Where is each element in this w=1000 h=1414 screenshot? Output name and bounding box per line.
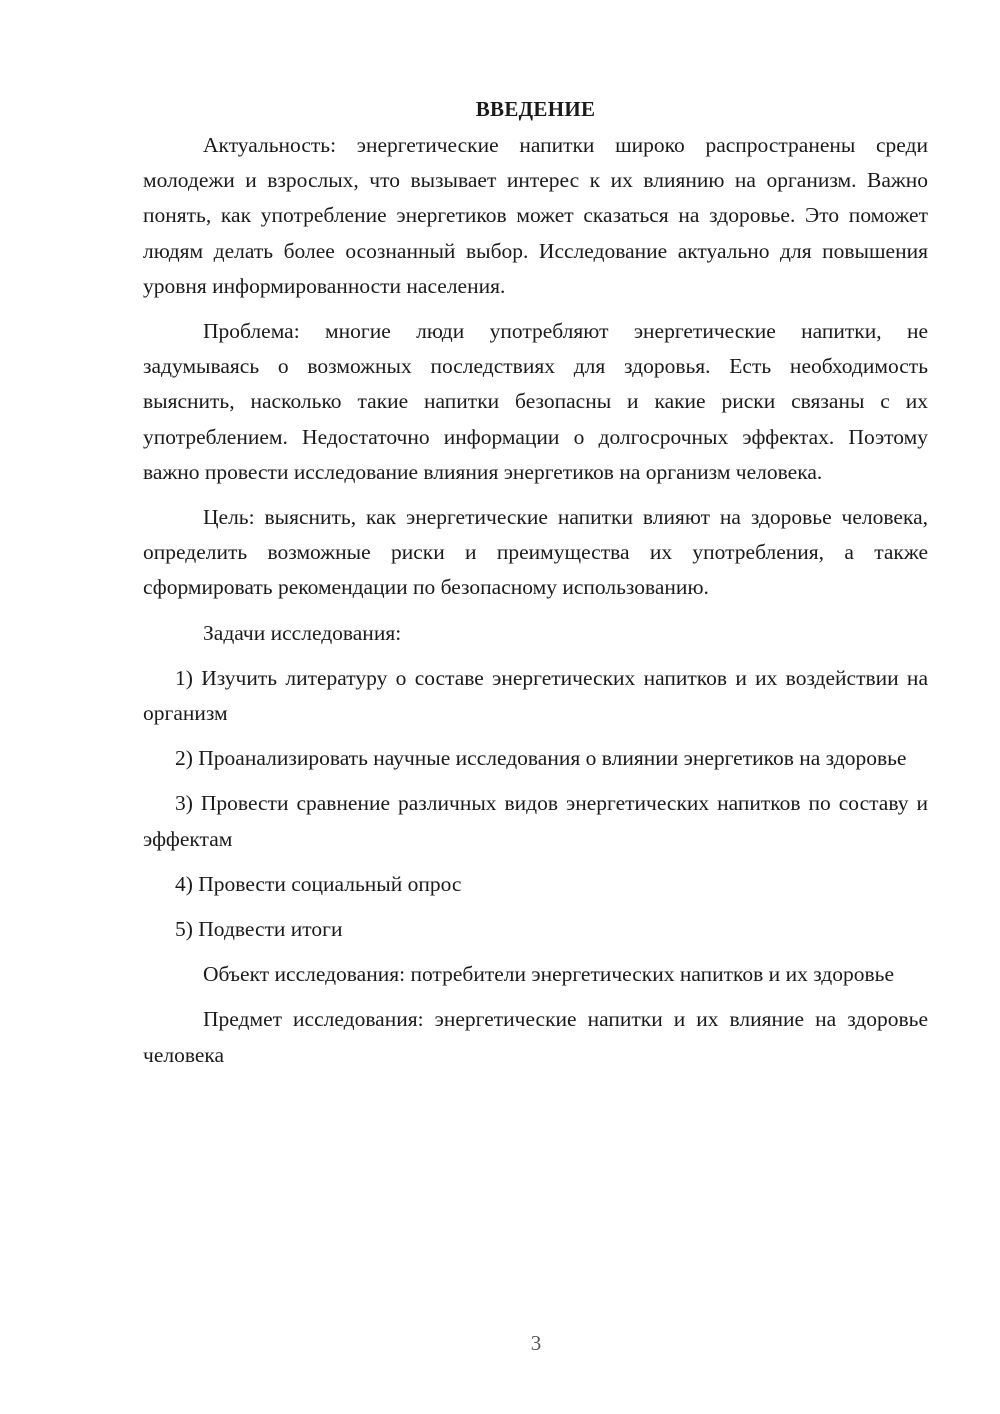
task-item: 3) Провести сравнение различных видов энергетических напитков по составу и эффектам xyxy=(143,791,928,851)
goal-paragraph: Цель: выяснить, как энергетические напитки влияют на здоровье человека, определить возможные риски и преимущества их употребления, а также сформировать рекомендации по безопасному использованию. xyxy=(143,505,928,600)
object-paragraph: Объект исследования: потребители энергетических напитков и их здоровье xyxy=(203,962,894,987)
problem-paragraph: Проблема: многие люди употребляют энергетические напитки, не задумываясь о возможных последствиях для здоровья. Есть необходимость выяснить, насколько такие напитки безопасны и какие риски связаны с их употреблением. Недостаточно информации о долгосрочных эффектах. Поэтому важно провести исследование влияния энергетиков на организм человека. xyxy=(143,319,928,484)
task-item: 4) Провести социальный опрос xyxy=(175,871,462,896)
document-page xyxy=(143,92,928,1083)
task-item: 1) Изучить литературу о составе энергетических напитков и их воздействии на организм xyxy=(143,665,928,726)
tasks-heading: Задачи исследования: xyxy=(203,620,402,645)
subject-paragraph: Предмет исследования: энергетические напитки и их влияние на здоровье человека xyxy=(143,1007,928,1067)
page-number: 3 xyxy=(530,1331,542,1355)
task-item: 5) Подвести итоги xyxy=(175,917,343,942)
task-item: 2) Проанализировать научные исследования о влиянии энергетиков на здоровье xyxy=(175,746,907,771)
relevance-paragraph: Актуальность: энергетические напитки широко распространены среди молодежи и взрослых, что вызывает интерес к их влиянию на организм. Важно понять, как употребление энергетиков может сказаться на здоровье. Это поможет людям делать более осознанный выбор. Исследование актуально для повышения уровня информированности населения. xyxy=(143,133,928,298)
section-title: ВВЕДЕНИЕ xyxy=(475,97,596,121)
